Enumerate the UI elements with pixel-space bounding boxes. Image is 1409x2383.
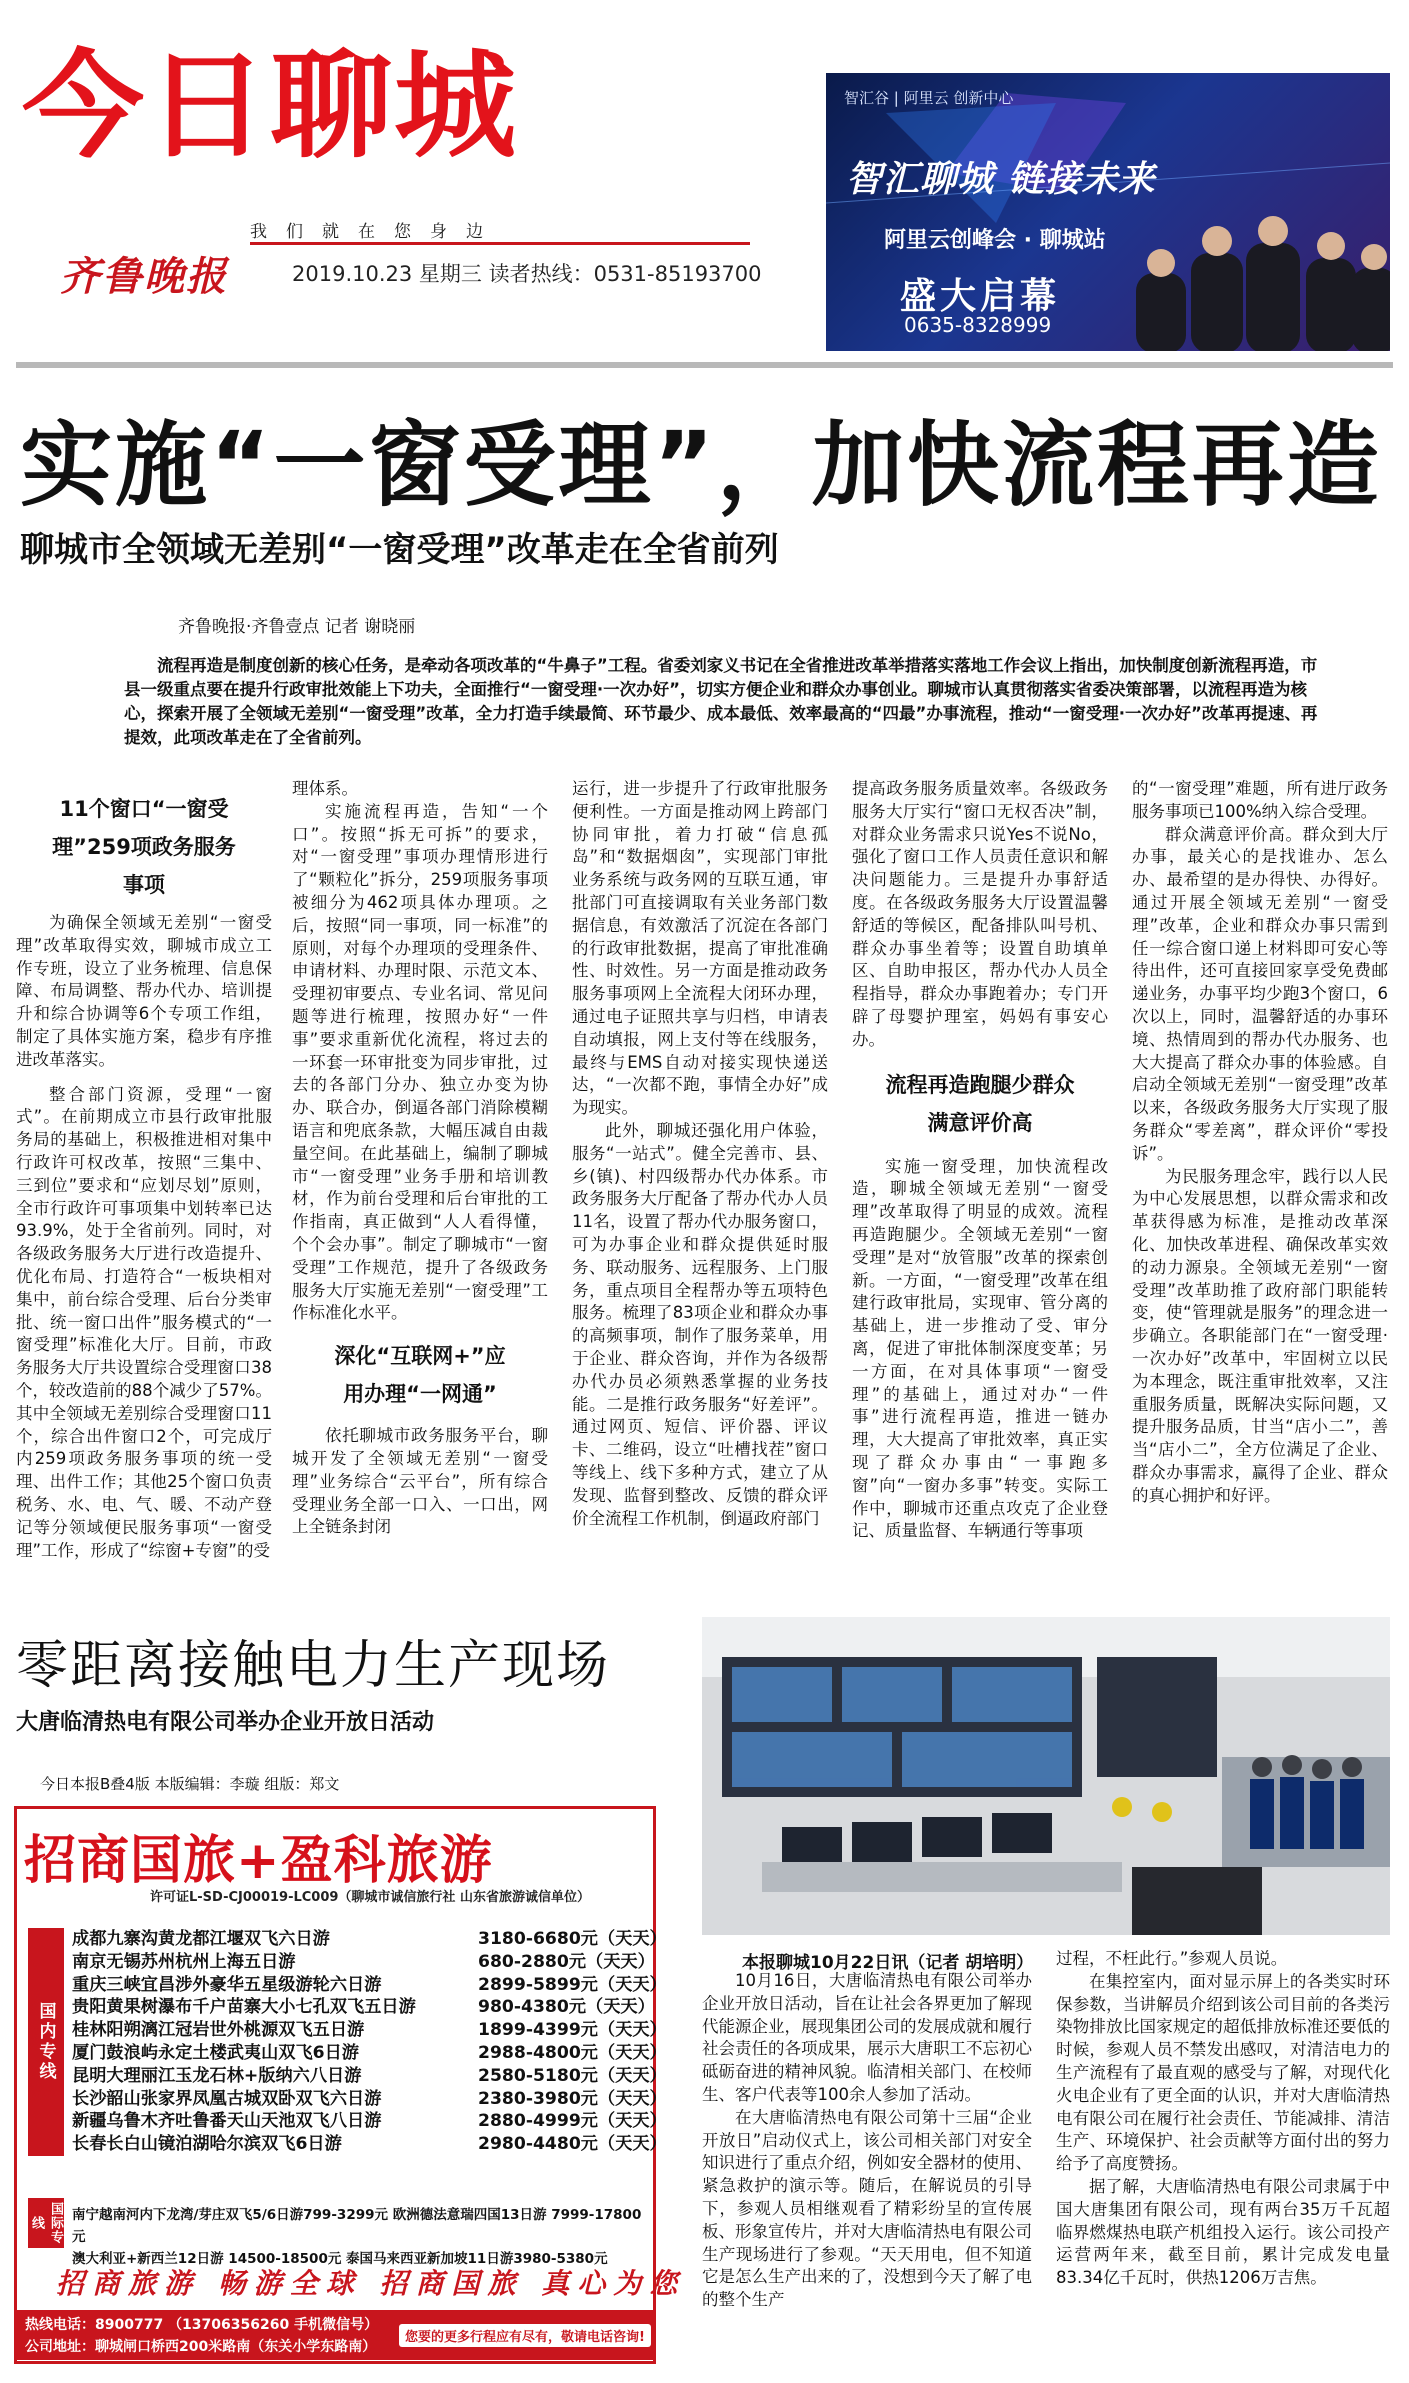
route-row: 昆明大理丽江玉龙石林+版纳六八日游 2580-5180元（天天） [72, 2065, 667, 2086]
travel-ad-license: 许可证L-SD-CJ00019-LC009（聊城市诚信旅行社 山东省旅游诚信单位） [150, 1890, 590, 1905]
control-room-photo [702, 1617, 1390, 1935]
control-room-illustration [702, 1617, 1390, 1935]
route-row: 贵阳黄果树瀑布千户苗寨大小七孔双飞五日游 980-4380元（天天） [72, 1997, 655, 2018]
paragraph: 理体系。 [292, 779, 358, 798]
route-row: 长春长白山镜泊湖哈尔滨双飞6日游 2980-4480元（天天） [72, 2134, 667, 2155]
route-row: 成都九寨沟黄龙都江堰双飞六日游 3180-6680元（天天） [72, 1929, 667, 1949]
paragraph: 此外，聊城还强化用户体验，服务“一站式”。健全完善市、县、乡(镇)、村四级帮办代办体系。市政务服务大厅配备了帮办代办人员11名，设置了帮办代办服务窗口，可为办事企业和群众提供延时服务、联动服务、远程服务、上门服务，重点项目全程帮办等五项特色服务。梳理了83项企业和群众办事的高频事项，制作了服务菜单，用于企业、群众咨询，并作为各级帮办代办员必须熟悉掌握的业务技能。二是推行政务服务“好差评”。通过网页、短信、评价器、评议卡、二维码，设立“吐槽找茬”窗口等线上、线下多种方式，建立了从发现、监督到整改、反馈的群众评价全流程工作机制，倒逼政府部门 [572, 1120, 828, 1528]
article2-column-1 [702, 1970, 1032, 2312]
travel-tagline: 您要的更多行程应有尽有，敬请电话咨询! [399, 2324, 651, 2347]
banner-open-text: 盛大启幕 [900, 276, 1061, 317]
paragraph: 10月16日，大唐临清热电有限公司举办企业开放日活动，旨在让社会各界更加了解现代能源企业，展现集团公司的发展成就和履行社会责任的各项成果，展示大唐职工不忘初心砥砺奋进的精神风貌。临清相关部门、在校师生、客户代表等100余人参加了活动。 [702, 1971, 1032, 2104]
route-row: 厦门鼓浪屿永定土楼武夷山双飞6日游 2988-4800元（天天） [72, 2042, 667, 2063]
paragraph: 过程，不枉此行。”参观人员说。 [1056, 1949, 1288, 1968]
travel-ad-slogan: 招商旅游 畅游全球 招商国旅 真心为您 [56, 2267, 686, 2300]
masthead-date-line: 2019.10.23 星期三 读者热线：0531-85193700 [292, 262, 762, 286]
paragraph: 整合部门资源，受理“一窗式”。在前期成立市县行政审批服务局的基础上，积极推进相对集中行政许可权改革，按照“三集中、三到位”要求和“应划尽划”原则，全市行政许可事项集中划转率已达93.9%，处于全省前列。同时，对各级政务服务大厅进行改造提升、优化布局、打造符合“一板块相对集中，前台综合受理、后台分类审批、统一窗口出件”服务模式的“一窗受理”标准化大厅。目前，市政务服务大厅共设置综合受理窗口38个，较改造前的88个减少了57%。其中全领域无差别综合受理窗口11个，综合出件窗口2个，可完成厅内259项政务服务事项的统一受理、出件工作；其他25个窗口负责税务、水、电、气、暖、不动产登记等分领域便民服务事项“一窗受理”工作，形成了“综窗+专窗”的受 [16, 1084, 272, 1560]
banner-main-slogan: 智汇聊城 链接未来 [846, 159, 1156, 200]
travel-ad-footer [17, 2310, 653, 2360]
paragraph: 据了解，大唐临清热电有限公司隶属于中国大唐集团有限公司，现有两台35万千瓦超临界燃煤热电联产机组投入运行。该公司投产运营两年来，截至目前，累计完成发电量83.34亿千瓦时，供热1206万吉焦。 [1056, 2176, 1390, 2288]
paragraph: 为确保全领域无差别“一窗受理”改革取得实效，聊城市成立工作专班，设立了业务梳理、信息保障、布局调整、帮办代办、培训提升和综合协调等6个专项工作组，制定了具体实施方案，稳步有序推进改革落实。 [16, 913, 272, 1069]
article2-column-2 [1056, 1948, 1390, 2290]
article-byline: 齐鲁晚报·齐鲁壹点 记者 谢晓丽 [178, 617, 416, 637]
route-row: 南京无锡苏州杭州上海五日游 680-2880元（天天） [72, 1951, 655, 1972]
international-routes [72, 2204, 648, 2270]
newspaper-logo: 齐鲁晚报 [60, 253, 228, 300]
article-column-2 [292, 778, 548, 1539]
article2-dateline: 本报聊城10月22日讯（记者 胡培明） [742, 1953, 1034, 1973]
paragraph: 运行，进一步提升了行政审批服务便利性。一方面是推动网上跨部门协同审批，着力打破“信息孤岛”和“数据烟囱”，实现部门审批业务系统与政务网的互联互通，审批部门可直接调取有关业务部门数据信息，有效激活了沉淀在各部门的行政审批数据，提高了审批准确性、时效性。另一方面是推动政务服务事项网上全流程大闭环办理，通过电子证照共享与归档，申请表自动填报，网上支付等在线服务，最终与EMS自动对接实现快递送达，“一次都不跑，事情全办好”成为现实。 [572, 779, 828, 1118]
paragraph: 群众满意评价高。群众到大厅办事，最关心的是找谁办、怎么办、最希望的是办得快、办得好。通过开展全领域无差别“一窗受理”改革，企业和群众办事只需到任一综合窗口递上材料即可安心等待出件，还可直接回家享受免费邮递业务，办事平均少跑3个窗口，6次以上，同时，温馨舒适的办事环境、热情周到的帮办代办服务、也大大提高了群众办事的体验感。自启动全领域无差别“一窗受理”改革以来，各级政务服务大厅实现了服务群众“零差离”，群众评价“零投诉”。 [1132, 824, 1388, 1163]
route-row: 新疆乌鲁木齐吐鲁番天山天池双飞八日游 2880-4999元（天天） [72, 2111, 667, 2132]
article-subhead: 聊城市全领域无差别“一窗受理”改革走在全省前列 [20, 530, 779, 570]
international-routes-label: 国际专线 [28, 2198, 64, 2248]
paragraph: 的“一窗受理”难题，所有进厅政务服务事项已100%纳入综合受理。 [1132, 779, 1388, 821]
banner-phone: 0635-8328999 [904, 313, 1052, 337]
article-column-3 [572, 778, 828, 1530]
article-column-1 [16, 790, 272, 1562]
route-row: 重庆三峡宜昌涉外豪华五星级游轮六日游 2899-5899元（天天） [72, 1974, 667, 1995]
article-column-5 [1132, 778, 1388, 1508]
paragraph: 在大唐临清热电有限公司第十三届“企业开放日”启动仪式上，该公司相关部门对安全知识进行了重点介绍，例如安全器材的使用、紧急救护的演示等。随后，在解说员的引导下，参观人员相继观看了精彩纷呈的宣传展板、形象宣传片，并对大唐临清热电有限公司生产现场进行了参观。“天天用电，但不知道它是怎么生产出来的了，没想到今天了解了电的整个生产 [702, 2107, 1032, 2310]
column-heading: 深化“互联网+”应用办理“一网通” [334, 1344, 506, 1407]
paragraph: 依托聊城市政务服务平台，聊城开发了全领域无差别“一窗受理”业务综合“云平台”，所有综合受理业务全部一口入、一口出，网上全链条封闭 [292, 1426, 548, 1537]
domestic-routes-label: 国内专线 [28, 1928, 64, 2156]
article-column-4 [852, 778, 1108, 1543]
paragraph: 为民服务理念牢，践行以人民为中心发展思想，以群众需求和改革获得感为标准，是推动改革深化、加快改革进程、确保改革实效的动力源泉。全领域无差别“一窗受理”改革助推了政府部门职能转变，使“管理就是服务”的理念进一步确立。各职能部门在“一窗受理·一次办好”改革中，牢固树立以民为本理念，既注重审批效率，又注重服务质量，既解决实际问题，又提升服务品质，甘当“店小二”，善当“店小二”，全方位满足了企业、群众办事需求，赢得了企业、群众的真心拥护和好评。 [1132, 1166, 1388, 1505]
masthead-title: 今日聊城 [22, 38, 518, 174]
column-heading: 流程再造跑腿少群众满意评价高 [885, 1072, 1075, 1135]
column-heading: 11个窗口“一窗受理”259项政务服务事项 [52, 797, 236, 897]
travel-address: 公司地址：聊城闸口桥西200米路南（东关小学东路南） [25, 2339, 377, 2355]
speakers-photo [1126, 213, 1390, 351]
article-lead: 流程再造是制度创新的核心任务，是牵动各项改革的“牛鼻子”工程。省委刘家义书记在全省推进改革举措落实落地工作会议上指出，加快制度创新流程再造，市县一级重点要在提升行政审批效能上下功夫，全面推行“一窗受理·一次办好”，切实方便企业和群众办事创业。聊城市认真贯彻落实省委决策部署，以流程再造为核心，探索开展了全领域无差别“一窗受理”改革，全力打造手续最简、环节最少、成本最低、效率最高的“四最”办事流程，推动“一窗受理·一次办好”改革再提速、再提效，此项改革走在了全省前列。 [124, 656, 1318, 747]
paragraph: 在集控室内，面对显示屏上的各类实时环保参数，当讲解员介绍到该公司目前的各类污染物排放比国家规定的超低排放标准还要低的时候，参观人员不禁发出感叹，对清洁电力的生产流程有了最直观的感受与了解，对现代化火电企业有了更全面的认识，并对大唐临清热电有限公司在履行社会责任、节能减排、清洁生产、环境保护、社会贡献等方面付出的努力给予了高度赞扬。 [1056, 1971, 1390, 2174]
masthead-slogan: 我们就在您身边 [250, 222, 502, 242]
travel-hotline: 热线电话：8900777 （13706356260 手机微信号） [25, 2317, 379, 2333]
summit-ad-banner[interactable] [826, 73, 1390, 351]
article2-subtitle: 大唐临清热电有限公司举办企业开放日活动 [16, 1710, 435, 1735]
travel-ad-title: 招商国旅+盈科旅游 [24, 1831, 493, 1891]
masthead-rule [250, 242, 750, 245]
top-divider [16, 362, 1393, 368]
edition-info: 今日本报B叠4版 本版编辑：李璇 组版：郑文 [40, 1775, 340, 1793]
route-row: 长沙韶山张家界凤凰古城双卧双飞六日游 2380-3980元（天天） [72, 2088, 667, 2109]
article-headline: 实施“一窗受理”，加快流程再造 [20, 412, 1382, 519]
travel-route-list [72, 1928, 667, 2156]
banner-brands: 智汇谷 | 阿里云 创新中心 [844, 89, 1014, 107]
paragraph: 实施流程再造，告知“一个口”。按照“拆无可拆”的要求，对“一窗受理”事项办理情形进行了“颗粒化”拆分，259项服务事项被细分为462项具体办理项。之后，按照“同一事项，同一标准”的原则，对每个办理项的受理条件、申请材料、办理时限、示范文本、受理初审要点、专业名词、常见问题等进行梳理，按照办好“一件事”要求重新优化流程，将过去的一环套一环审批变为同步审批，过去的各部门分办、独立办变为协办、联合办，倒逼各部门消除模糊语言和兜底条款，大幅压减自由裁量空间。在此基础上，编制了聊城市“一窗受理”业务手册和培训教材，作为前台受理和后台审批的工作指南，真正做到“人人看得懂，个个会办事”。制定了聊城市“一窗受理”工作规范，提升了各级政务服务大厅实施无差别“一窗受理”工作标准化水平。 [292, 801, 548, 1323]
banner-subtitle: 阿里云创峰会 · 聊城站 [884, 228, 1106, 253]
intl-line: 南宁越南河内下龙湾/芽庄双飞5/6日游799-3299元 欧洲德法意瑞四国13日游 7999-17800元 [72, 2207, 642, 2245]
intl-line: 澳大利亚+新西兰12日游 14500-18500元 泰国马来西亚新加坡11日游3980-5380元 [72, 2251, 608, 2267]
paragraph: 提高政务服务质量效率。各级政务服务大厅实行“窗口无权否决”制，对群众业务需求只说Yes不说No，强化了窗口工作人员责任意识和解决问题能力。三是提升办事舒适度。在各级政务服务大厅设置温馨舒适的等候区，配备排队叫号机、群众办事坐着等；设置自助填单区、自助申报区，帮办代办人员全程指导，群众办事跑着办；专门开辟了母婴护理室，妈妈有事安心办。 [852, 779, 1108, 1049]
paragraph: 实施一窗受理，加快流程改造，聊城全领域无差别“一窗受理”改革取得了明显的成效。流程再造跑腿少。全领域无差别“一窗受理”是对“放管服”改革的探索创新。一方面，“一窗受理”改革在组建行政审批局，实现审、管分离的基础上，进一步推动了受、审分离，促进了审批体制深度变革；另一方面，在对具体事项“一窗受理”的基础上，通过对办“一件事”进行流程再造，推进一链办理，大大提高了审批效率，真正实现了群众办事由“一事跑多窗”向“一窗办多事”转变。实际工作中，聊城市还重点攻克了企业登记、质量监督、车辆通行等事项 [852, 1156, 1108, 1541]
article2-title: 零距离接触电力生产现场 [16, 1636, 611, 1696]
route-row: 桂林阳朔漓江冠岩世外桃源双飞五日游 1899-4399元（天天） [72, 2020, 667, 2041]
